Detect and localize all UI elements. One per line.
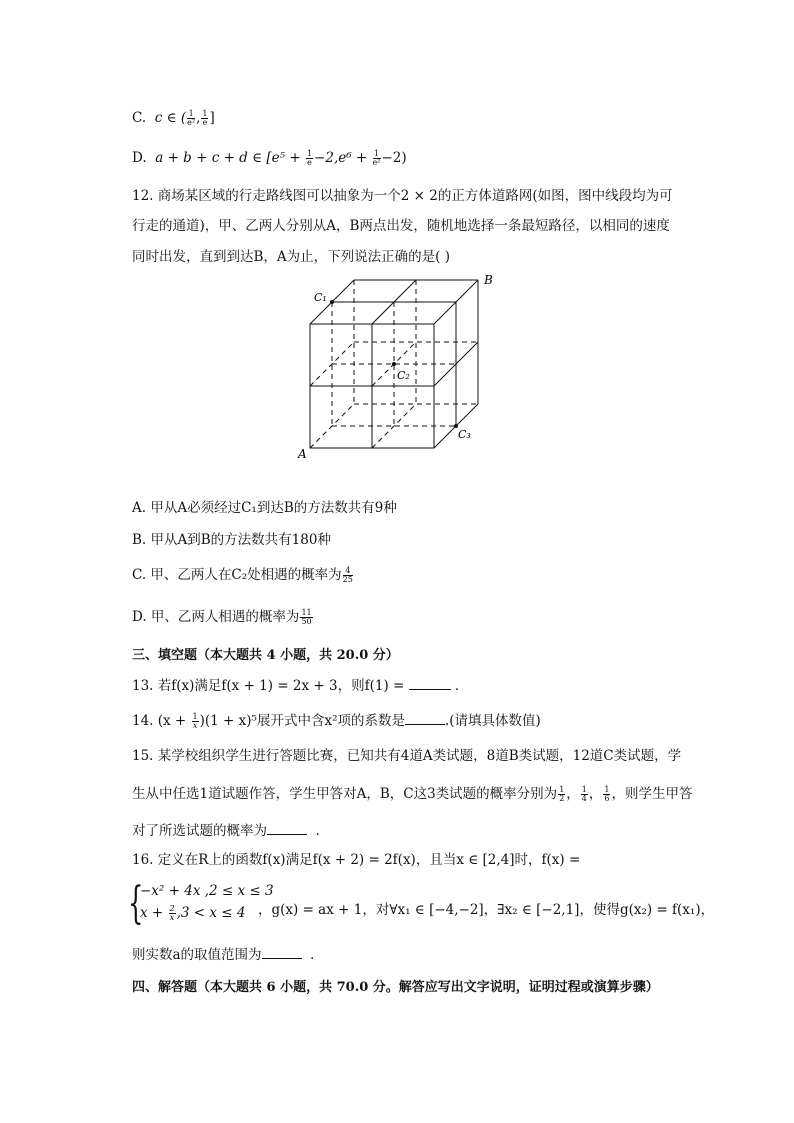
- fraction-denominator: e²: [187, 118, 196, 127]
- q15-line1: 15. 某学校组织学生进行答题比赛，已知共有4道A类试题，8道B类试题，12道C类试题，学: [132, 748, 682, 764]
- q14: [132, 710, 541, 731]
- fraction-denominator: 50: [301, 617, 312, 626]
- fraction: [187, 110, 195, 127]
- fraction-denominator: 2: [559, 794, 565, 803]
- fraction-numerator: 11: [301, 608, 312, 617]
- q11-option-c: [132, 108, 215, 128]
- option-d-lhs: a + b + c + d ∈ [e⁵ +: [155, 150, 305, 166]
- label-a: A: [298, 447, 307, 461]
- fraction: [373, 150, 381, 167]
- option-c-text: C. 甲、乙两人在C₂处相遇的概率为: [132, 567, 342, 583]
- fraction: [343, 567, 353, 584]
- case2-post: ,3 < x ≤ 4: [176, 905, 246, 921]
- q15-line3: [132, 820, 329, 841]
- fraction-numerator: 1: [188, 109, 194, 118]
- section-4-heading: 四、解答题（本大题共 6 小题，共 70.0 分。解答应写出文字说明，证明过程或演算步骤）: [132, 980, 659, 995]
- separator: ,: [196, 110, 201, 126]
- option-d-text: D. 甲、乙两人相遇的概率为: [132, 609, 300, 625]
- q12-line2: 行走的通道)，甲、乙两人分别从A，B两点出发，随机地选择一条最短路径，以相同的速度: [132, 218, 670, 234]
- q15-line2a: 生从中任选1道试题作答，学生甲答对A，B，C这3类试题的概率分别为: [132, 786, 558, 802]
- q15-line2: 生从中任选1道试题作答，学生甲答对A，B，C这3类试题的概率分别为 $\frac{1}{2}$ ， $\frac{1}{4}$ ， $\frac{1}{6}$ ，则学生甲答: [132, 785, 693, 803]
- q14-pre: 14. (x +: [132, 713, 191, 729]
- q16-line3-text: 则实数a的取值范围为: [132, 947, 262, 963]
- q12-line3: 同时出发，直到到达B，A为止，下列说法正确的是( ): [132, 249, 450, 265]
- q13: [132, 675, 468, 696]
- q14-post: )(1 + x)⁵展开式中含x²项的系数是: [199, 713, 405, 729]
- fraction: [169, 905, 176, 922]
- fraction: [581, 786, 588, 803]
- q16-case2: [140, 903, 245, 923]
- fraction-denominator: e: [202, 118, 208, 127]
- q12-option-a: A. 甲从A必须经过C₁到达B的方法数共有9种: [132, 500, 397, 516]
- q16-line3: [132, 944, 324, 965]
- fraction-denominator: 6: [604, 794, 610, 803]
- fraction: [306, 150, 313, 167]
- fraction-denominator: x: [169, 913, 175, 922]
- fraction: [201, 110, 208, 127]
- option-d-end: −2): [381, 150, 407, 166]
- fraction: [558, 786, 565, 803]
- q16-line2-rest: ，g(x) = ax + 1，对∀x₁ ∈ [−4,−2]，∃x₂ ∈ [−2,1]，使得g(x₂) = f(x₁)，: [258, 902, 715, 918]
- answer-blank: [409, 675, 451, 690]
- point-c2: [392, 362, 396, 366]
- q16-end: ．: [310, 947, 324, 963]
- answer-blank: [267, 820, 307, 835]
- q14-end: .(请填具体数值): [444, 713, 541, 729]
- q16-line1: 16. 定义在R上的函数f(x)满足f(x + 2) = 2f(x)，且当x ∈ [2,4]时，f(x) =: [132, 852, 581, 868]
- answer-blank: [262, 944, 302, 959]
- fraction-numerator: 1: [306, 149, 313, 158]
- q12-line1: 12. 商场某区域的行走路线图可以抽象为一个2 × 2的正方体道路网(如图，图中线段均为可: [132, 188, 673, 204]
- fraction-numerator: 1: [192, 712, 198, 721]
- piecewise-brace: {: [128, 878, 144, 929]
- option-label: D.: [132, 150, 147, 166]
- fraction: [603, 786, 610, 803]
- option-label: C.: [132, 110, 147, 126]
- q12-option-c: [132, 565, 354, 585]
- fraction-numerator: 4: [343, 567, 353, 576]
- q12-option-b: B. 甲从A到B的方法数共有180种: [132, 532, 331, 548]
- q11-option-d: [132, 148, 407, 168]
- label-c1: C₁: [314, 291, 327, 304]
- fraction-numerator: 1: [559, 785, 565, 794]
- fraction-denominator: e: [307, 158, 312, 167]
- fraction: [300, 609, 312, 626]
- fraction-numerator: 2: [169, 904, 175, 913]
- q16-case1: −x² + 4x ,2 ≤ x ≤ 3: [140, 883, 274, 899]
- point-c1: [330, 300, 334, 304]
- fraction: [192, 713, 199, 730]
- option-d-mid: −2,e⁶ +: [314, 150, 372, 166]
- section-3-heading: 三、填空题（本大题共 4 小题，共 20.0 分）: [132, 648, 399, 663]
- fraction-numerator: 1: [373, 149, 380, 158]
- case2-pre: x +: [140, 905, 168, 921]
- label-c3: C₃: [458, 428, 471, 441]
- fraction-denominator: 4: [581, 794, 587, 803]
- q15-line3-text: 对了所选试题的概率为: [132, 823, 267, 839]
- label-b: B: [484, 273, 493, 287]
- fraction-denominator: e²: [372, 158, 381, 167]
- q12-option-d: [132, 607, 314, 627]
- fraction-numerator: 1: [604, 785, 610, 794]
- option-c-text: c ∈ (: [154, 110, 187, 126]
- answer-blank: [405, 710, 445, 725]
- fraction-denominator: x: [192, 721, 198, 730]
- cube-grid-figure: [290, 268, 510, 468]
- q13-text: 13. 若f(x)满足f(x + 1) = 2x + 3，则f(1) =: [132, 678, 409, 694]
- q15-line2b: ，则学生甲答: [611, 786, 693, 802]
- fraction-numerator: 1: [202, 109, 208, 118]
- label-c2: C₂: [397, 369, 410, 382]
- q15-end: ．: [315, 823, 330, 839]
- fraction-numerator: 1: [581, 785, 587, 794]
- q13-end: ．: [454, 678, 469, 694]
- bracket: ]: [209, 110, 215, 126]
- fraction-denominator: 25: [342, 575, 353, 584]
